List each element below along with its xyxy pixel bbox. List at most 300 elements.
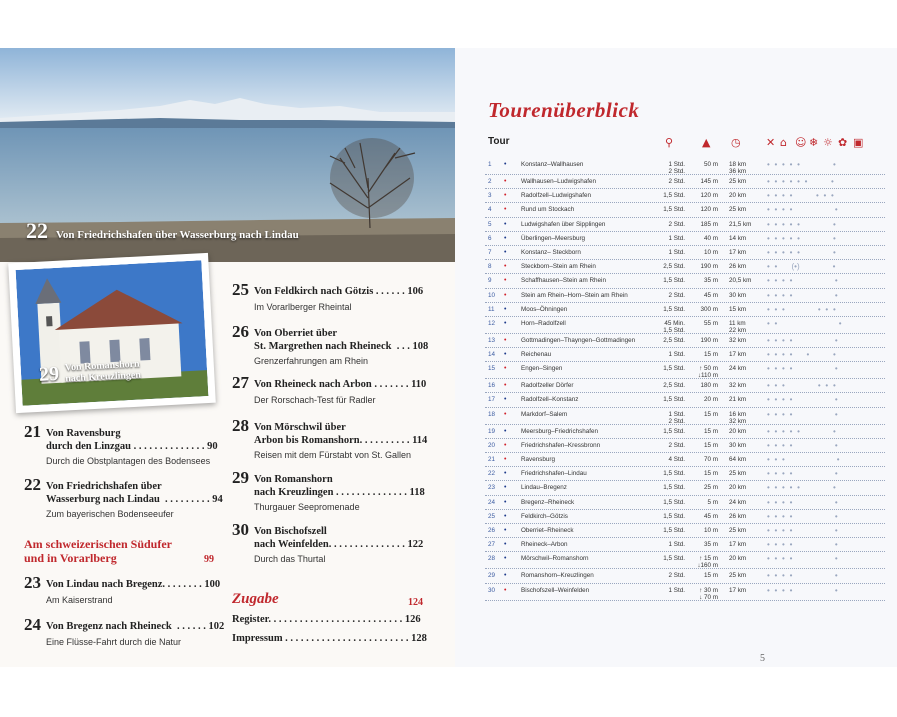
tour-distance: 21 km xyxy=(729,396,747,404)
tour-distance: 64 km xyxy=(729,456,747,463)
tour-elevation: 55 m xyxy=(704,319,718,327)
tour-number: 20 xyxy=(488,441,496,449)
toc-subtitle: Durch das Thurtal xyxy=(254,554,326,564)
route-dot-icon: • xyxy=(504,178,507,185)
tour-duration: 1 Std. 2 Std. xyxy=(668,410,685,425)
tour-category-markers: • • • xyxy=(767,318,842,328)
tour-number: 4 xyxy=(488,206,492,214)
tour-number: 6 xyxy=(488,234,492,242)
tour-table xyxy=(485,158,885,601)
tour-duration: 2 Std. xyxy=(668,291,685,299)
register-entry[interactable]: Register. . . . . . . . . . . . . . . . . . . . . . . . . . 126 xyxy=(232,614,421,625)
table-row xyxy=(485,439,885,453)
table-row xyxy=(485,453,885,467)
page-title: Tourenüberblick xyxy=(488,98,640,122)
route-dot-icon: • xyxy=(504,234,507,242)
route-dot-icon: • xyxy=(504,305,507,313)
tour-distance: 18 km 36 km xyxy=(729,161,747,175)
table-row xyxy=(485,569,885,583)
tour-duration: 2,5 Std. xyxy=(663,382,685,390)
tour-number: 1 xyxy=(488,161,492,168)
tour-name: Moos–Öhningen xyxy=(521,305,568,313)
toc-title: Von Oberriet über St. Margrethen nach Rheineck . . . 108 xyxy=(254,328,429,352)
tour-number: 27 xyxy=(488,541,496,549)
tour-name: Radolfzell–Konstanz xyxy=(521,396,579,404)
tour-name: Konstanz– Steckborn xyxy=(521,248,581,256)
tour-number: 18 xyxy=(488,410,496,418)
tour-name: Überlingen–Meersburg xyxy=(521,234,586,242)
tour-distance: 25 km xyxy=(729,206,747,214)
route-dot-icon: • xyxy=(504,277,507,285)
toc-subtitle: Eine Flüsse-Fahrt durch die Natur xyxy=(46,637,182,647)
route-dot-icon: • xyxy=(504,336,507,344)
toc-number: 25 xyxy=(232,280,249,299)
tour-name: Wallhausen–Ludwigshafen xyxy=(521,178,597,185)
route-dot-icon: • xyxy=(504,351,507,359)
tour-number: 19 xyxy=(488,427,496,435)
photo-caption xyxy=(26,218,299,244)
tour-category-markers: • • • • • xyxy=(767,497,838,507)
clock-icon: ◷ xyxy=(731,136,741,149)
museum-icon: ⌂ xyxy=(780,136,787,149)
tour-number: 15 xyxy=(488,365,496,373)
tour-number: 26 xyxy=(488,526,496,534)
tour-duration: 4 Std. xyxy=(668,456,685,463)
tour-duration: 1 Std. xyxy=(668,541,685,549)
tour-name: Ravensburg xyxy=(521,456,555,463)
polaroid-caption-line1: Von Romanshorn xyxy=(64,358,140,374)
page-number: 5 xyxy=(760,653,765,664)
tour-distance: 32 km xyxy=(729,336,747,344)
tour-name: Friedrichshafen–Kressbronn xyxy=(521,441,601,449)
toc-number: 21 xyxy=(24,422,41,441)
tour-duration: 2 Std. xyxy=(668,220,685,228)
tour-duration: 2 Std. xyxy=(668,178,685,185)
tour-duration: 45 Min. 1,5 Std. xyxy=(663,319,685,334)
table-row xyxy=(485,303,885,317)
bike-icon: ⚲ xyxy=(665,136,674,149)
tour-elevation: 10 m xyxy=(704,526,718,534)
tour-distance: 20 km xyxy=(729,555,747,563)
tour-distance: 15 km xyxy=(729,305,747,313)
tour-number: 5 xyxy=(488,220,492,228)
table-row xyxy=(485,274,885,288)
route-dot-icon: • xyxy=(504,498,507,506)
tour-number: 12 xyxy=(488,319,496,327)
tour-name: Meersburg–Friedrichshafen xyxy=(521,427,598,435)
toc-number: 28 xyxy=(232,416,249,435)
tour-number: 16 xyxy=(488,382,496,390)
route-dot-icon: • xyxy=(504,484,507,492)
table-row xyxy=(485,317,885,334)
table-row xyxy=(485,158,885,175)
tour-distance: 11 km 22 km xyxy=(729,319,747,334)
tour-category-markers: • • • • • • xyxy=(767,160,836,169)
tour-elevation: 145 m xyxy=(700,178,718,185)
tour-distance: 20,5 km xyxy=(729,277,752,285)
tour-elevation: 15 m xyxy=(704,410,718,418)
toc-subtitle: Grenzerfahrungen am Rhein xyxy=(254,356,369,366)
tour-name: Steckborn–Stein am Rhein xyxy=(521,263,596,271)
tour-category-markers: • • • • • xyxy=(767,540,838,550)
toc-subtitle: Thurgauer Seepromenade xyxy=(254,502,360,512)
route-dot-icon: • xyxy=(504,541,507,549)
table-row xyxy=(485,467,885,481)
tour-distance: 20 km xyxy=(729,427,747,435)
bird-icon: ✿ xyxy=(838,136,848,149)
tour-name: Ludwigshafen über Sipplingen xyxy=(521,220,606,228)
tour-elevation: 190 m xyxy=(700,336,718,344)
tour-elevation: 40 m xyxy=(704,234,718,242)
tour-name: Markdorf–Salem xyxy=(521,410,568,418)
table-row xyxy=(485,232,885,246)
route-dot-icon: • xyxy=(504,365,507,373)
table-row xyxy=(485,246,885,260)
tour-elevation: 15 m xyxy=(704,572,718,580)
tour-elevation: 20 m xyxy=(704,396,718,404)
tour-elevation: 15 m xyxy=(704,351,718,359)
church-polaroid xyxy=(8,253,216,413)
toc-subtitle: Zum bayerischen Bodenseeufer xyxy=(46,509,174,519)
tour-name: Gottmadingen–Thayngen–Gottmadingen xyxy=(521,336,636,344)
tour-duration: 1,5 Std. xyxy=(663,498,685,506)
route-dot-icon: • xyxy=(504,441,507,449)
tour-duration: 1,5 Std. xyxy=(663,470,685,478)
toc-subtitle: Der Rorschach-Test für Radler xyxy=(254,395,376,405)
tour-elevation: 5 m xyxy=(707,498,718,506)
tour-number: 14 xyxy=(488,351,496,359)
food-icon: ✕ xyxy=(766,136,776,149)
family-icon: ☺ xyxy=(795,136,807,149)
tour-elevation: 120 m xyxy=(700,206,718,214)
tour-elevation: 50 m xyxy=(704,161,718,168)
toc-title: Von Lindau nach Bregenz. . . . . . . . 100 xyxy=(46,579,221,590)
tour-distance: 17 km xyxy=(729,541,747,549)
tour-elevation: ↑ 15 m ↓160 m xyxy=(697,555,718,570)
table-row xyxy=(485,584,885,601)
sun-icon: ☼ xyxy=(823,136,833,149)
route-dot-icon: • xyxy=(504,512,507,520)
tour-elevation: 15 m xyxy=(704,470,718,478)
tour-duration: 1,5 Std. xyxy=(663,555,685,563)
tour-elevation: 25 m xyxy=(704,484,718,492)
tour-category-markers: • • • • • • xyxy=(767,233,836,243)
tour-distance: 32 km xyxy=(729,382,747,390)
route-dot-icon: • xyxy=(504,396,507,404)
tour-category-markers: • • • • • xyxy=(767,205,838,215)
tour-category-markers: • • • • • xyxy=(767,554,838,564)
polaroid-number: 29 xyxy=(38,362,60,386)
tour-duration: 1,5 Std. xyxy=(663,192,685,200)
toc-title: Von Feldkirch nach Götzis . . . . . . 106 xyxy=(254,286,424,297)
toc-subtitle: Am Kaiserstrand xyxy=(46,595,113,605)
route-dot-icon: • xyxy=(504,555,507,563)
tour-distance: 25 km xyxy=(729,470,747,478)
route-dot-icon: • xyxy=(504,291,507,299)
tour-number: 11 xyxy=(488,305,495,313)
tour-distance: 26 km xyxy=(729,512,747,520)
tour-name: Schaffhausen–Stein am Rhein xyxy=(521,277,606,285)
tour-category-markers: • • • • • xyxy=(767,364,838,374)
tour-number: 25 xyxy=(488,512,496,520)
toc-number: 24 xyxy=(24,615,41,634)
table-row xyxy=(485,379,885,393)
tour-distance: 26 km xyxy=(729,263,747,271)
tour-name: Reichenau xyxy=(521,351,552,359)
polaroid-caption-line2: nach Kreuzlingen xyxy=(65,369,142,385)
tour-name: Feldkirch–Götzis xyxy=(521,512,568,520)
zugabe-heading: Zugabe xyxy=(232,591,279,607)
toc-title: Von Rheineck nach Arbon . . . . . . . 110 xyxy=(254,379,427,390)
route-dot-icon: • xyxy=(504,470,507,478)
tour-number: 30 xyxy=(488,586,496,594)
toc-number: 22 xyxy=(24,475,41,494)
tour-category-markers: • • • • • • xyxy=(767,247,836,257)
tour-category-markers: • • • • • xyxy=(767,335,838,345)
tour-name: Engen–Singen xyxy=(521,365,563,373)
route-dot-icon: • xyxy=(504,456,507,463)
tour-distance: 20 km xyxy=(729,484,747,492)
tour-category-markers: • • • • • xyxy=(767,469,838,479)
zugabe-page-number: 124 xyxy=(408,597,423,608)
tour-category-markers: • • • • • xyxy=(767,525,838,535)
tour-name: Horn–Radolfzell xyxy=(521,319,566,327)
tour-duration: 1 Std. xyxy=(668,234,685,242)
tour-distance: 17 km xyxy=(729,248,747,256)
tour-duration: 1,5 Std. xyxy=(663,206,685,214)
tour-category-markers: • • • • • • xyxy=(767,219,836,229)
tour-category-markers: • • • • • xyxy=(767,395,838,405)
tour-number: 2 xyxy=(488,178,492,185)
tour-duration: 2,5 Std. xyxy=(663,336,685,344)
tour-number: 13 xyxy=(488,336,496,344)
table-row xyxy=(485,481,885,495)
photo-caption-number: 22 xyxy=(26,218,48,243)
tour-category-markers: • • • • • xyxy=(767,585,838,595)
table-row xyxy=(485,425,885,439)
tour-elevation: 15 m xyxy=(704,427,718,435)
table-row xyxy=(485,362,885,379)
tour-elevation: 35 m xyxy=(704,277,718,285)
toc-title: Von Friedrichshafen über Wasserburg nach Lindau . . . . . . . . . 94 xyxy=(46,481,223,505)
tour-duration: 1,5 Std. xyxy=(663,305,685,313)
route-dot-icon: • xyxy=(504,263,507,271)
table-row xyxy=(485,189,885,203)
tour-distance: 16 km 32 km xyxy=(729,410,747,425)
table-row xyxy=(485,289,885,303)
tour-elevation: 120 m xyxy=(700,192,718,200)
tour-elevation: 300 m xyxy=(700,305,718,313)
toc-title: Von Mörschwil über Arbon bis Romanshorn. . . . . . . . . . 114 xyxy=(254,422,428,446)
tour-distance: 25 km xyxy=(729,572,747,580)
route-dot-icon: • xyxy=(504,572,507,580)
tour-number: 7 xyxy=(488,248,492,256)
tour-category-markers: • • • • • • xyxy=(767,426,836,436)
tour-category-markers: • • • • • • • xyxy=(767,177,834,186)
tour-category-markers: • • • • • xyxy=(767,440,838,450)
tour-distance: 20 km xyxy=(729,192,747,200)
section-page-number: 99 xyxy=(204,554,214,565)
tour-name: Konstanz–Wallhausen xyxy=(521,161,584,168)
tour-duration: 1 Std. xyxy=(668,248,685,256)
toc-number: 29 xyxy=(232,468,249,487)
tour-distance: 25 km xyxy=(729,178,747,185)
tour-name: Friedrichshafen–Lindau xyxy=(521,470,587,478)
tour-category-markers: • • • • • • xyxy=(767,350,836,360)
tour-elevation: ↑ 50 m ↓110 m xyxy=(697,365,718,380)
toc-number: 27 xyxy=(232,373,249,392)
tour-distance: 30 km xyxy=(729,441,747,449)
tour-elevation: 35 m xyxy=(704,541,718,549)
tour-category-markers: • • • • xyxy=(767,455,840,464)
tour-category-markers: • • • • • xyxy=(767,290,838,300)
tour-number: 24 xyxy=(488,498,496,506)
tour-number: 23 xyxy=(488,484,496,492)
table-row xyxy=(485,203,885,217)
tour-elevation: 185 m xyxy=(700,220,718,228)
tour-name: Mörschwil–Romanshorn xyxy=(521,555,589,563)
toc-title: Von Ravensburg durch den Linzgau . . . . . . . . . . . . . . 90 xyxy=(46,428,218,452)
toc-subtitle: Reisen mit dem Fürstabt von St. Gallen xyxy=(254,450,412,460)
tour-duration: 1,5 Std. xyxy=(663,512,685,520)
toc-title: Von Romanshorn nach Kreuzlingen . . . . . . . . . . . . . . 118 xyxy=(254,474,425,498)
tour-elevation: 190 m xyxy=(700,263,718,271)
tour-name: Lindau–Bregenz xyxy=(521,484,567,492)
tour-category-markers: • • • • • • xyxy=(767,304,836,314)
table-row xyxy=(485,552,885,569)
tour-number: 3 xyxy=(488,192,492,200)
tour-number: 29 xyxy=(488,572,496,580)
tour-duration: 1 Std. 2 Std. xyxy=(668,161,685,175)
route-dot-icon: • xyxy=(504,410,507,418)
right-page xyxy=(455,48,897,667)
winter-icon: ❄ xyxy=(809,136,819,149)
tour-elevation: ↑ 30 m ↓ 70 m xyxy=(699,586,718,601)
table-row xyxy=(485,524,885,538)
tour-category-markers: • • • • • xyxy=(767,409,838,419)
route-dot-icon: • xyxy=(504,427,507,435)
tour-number: 21 xyxy=(488,456,496,463)
tour-number: 17 xyxy=(488,396,496,404)
tour-duration: 2 Std. xyxy=(668,441,685,449)
route-dot-icon: • xyxy=(504,248,507,256)
tour-duration: 1 Std. xyxy=(668,351,685,359)
tour-elevation: 70 m xyxy=(704,456,718,463)
tour-category-markers: • • • • • xyxy=(767,571,838,581)
table-row xyxy=(485,393,885,407)
tour-distance: 17 km xyxy=(729,586,747,594)
table-row xyxy=(485,538,885,552)
tour-name: Stein am Rhein–Horn–Stein am Rhein xyxy=(521,291,628,299)
tour-name: Radolfzell–Ludwigshafen xyxy=(521,192,592,200)
section-heading: Am schweizerischen Südufer und in Vorarlberg xyxy=(24,537,172,565)
table-row xyxy=(485,334,885,348)
tour-name: Rund um Stockach xyxy=(521,206,575,214)
lake-photo xyxy=(0,48,455,262)
tour-distance: 24 km xyxy=(729,365,747,373)
route-dot-icon: • xyxy=(504,206,507,214)
tour-duration: 1 Std. xyxy=(668,586,685,594)
tour-duration: 1,5 Std. xyxy=(663,277,685,285)
table-row xyxy=(485,408,885,425)
tour-category-markers: • • • • • • xyxy=(767,483,836,493)
left-page xyxy=(0,48,455,667)
tour-duration: 1,5 Std. xyxy=(663,526,685,534)
tour-name: Rheineck–Arbon xyxy=(521,541,568,549)
tour-name: Romanshorn–Kreuzlingen xyxy=(521,572,594,580)
tour-number: 9 xyxy=(488,277,492,285)
tour-duration: 2 Std. xyxy=(668,572,685,580)
table-row xyxy=(485,175,885,189)
tour-category-markers: • • • • • xyxy=(767,511,838,521)
tour-category-markers: • • • • • • • xyxy=(767,191,834,201)
tour-elevation: 180 m xyxy=(700,382,718,390)
photo-caption-text: Von Friedrichshafen über Wasserburg nach Lindau xyxy=(56,229,299,241)
table-row xyxy=(485,260,885,274)
mountain-icon: ▲ xyxy=(702,136,711,149)
tour-column-header: Tour xyxy=(488,136,510,147)
tour-duration: 2,5 Std. xyxy=(663,263,685,271)
route-dot-icon: • xyxy=(504,192,507,200)
tour-number: 22 xyxy=(488,470,496,478)
tour-distance: 17 km xyxy=(729,351,747,359)
tour-distance: 24 km xyxy=(729,498,747,506)
tour-distance: 25 km xyxy=(729,526,747,534)
tour-distance: 14 km xyxy=(729,234,747,242)
toc-subtitle: Im Vorarlberger Rheintal xyxy=(254,302,352,312)
tour-number: 28 xyxy=(488,555,496,563)
route-dot-icon: • xyxy=(504,161,507,168)
route-dot-icon: • xyxy=(504,526,507,534)
tour-name: Oberriet–Rheineck xyxy=(521,526,574,534)
tour-category-markers: • • • • • xyxy=(767,276,838,286)
tour-duration: 1,5 Std. xyxy=(663,427,685,435)
route-dot-icon: • xyxy=(504,586,507,594)
tour-duration: 1,5 Std. xyxy=(663,365,685,373)
table-row xyxy=(485,510,885,524)
toc-title: Von Bischofszell nach Weinfelden. . . . . . . . . . . . . . . 122 xyxy=(254,526,424,550)
table-row xyxy=(485,218,885,232)
tour-distance: 30 km xyxy=(729,291,747,299)
tour-name: Radolfzeller Dörfer xyxy=(521,382,574,390)
toc-number: 26 xyxy=(232,322,249,341)
toc-subtitle: Durch die Obstplantagen des Bodensees xyxy=(46,456,211,466)
tour-number: 10 xyxy=(488,291,496,299)
toc-number: 23 xyxy=(24,573,41,592)
route-dot-icon: • xyxy=(504,382,507,390)
bus-icon: ▣ xyxy=(853,136,864,149)
tour-elevation: 15 m xyxy=(704,441,718,449)
tour-duration: 1,5 Std. xyxy=(663,396,685,404)
tour-elevation: 45 m xyxy=(704,291,718,299)
tour-category-markers: • • • • • • xyxy=(767,381,836,391)
tour-duration: 1,5 Std. xyxy=(663,484,685,492)
impressum-entry[interactable]: Impressum . . . . . . . . . . . . . . . . . . . . . . . . 128 xyxy=(232,633,427,644)
table-row xyxy=(485,496,885,510)
tour-name: Bischofszell–Weinfelden xyxy=(521,586,590,594)
tour-category-markers: • • (•) • xyxy=(767,262,836,272)
tour-elevation: 10 m xyxy=(704,248,718,256)
toc-title: Von Bregenz nach Rheineck . . . . . . 102 xyxy=(46,621,225,632)
tour-name: Bregenz–Rheineck xyxy=(521,498,575,506)
tour-number: 8 xyxy=(488,263,492,271)
table-row xyxy=(485,348,885,362)
route-dot-icon: • xyxy=(504,220,507,228)
tour-elevation: 45 m xyxy=(704,512,718,520)
route-dot-icon: • xyxy=(504,319,507,327)
toc-number: 30 xyxy=(232,520,249,539)
tour-distance: 21,5 km xyxy=(729,220,752,228)
